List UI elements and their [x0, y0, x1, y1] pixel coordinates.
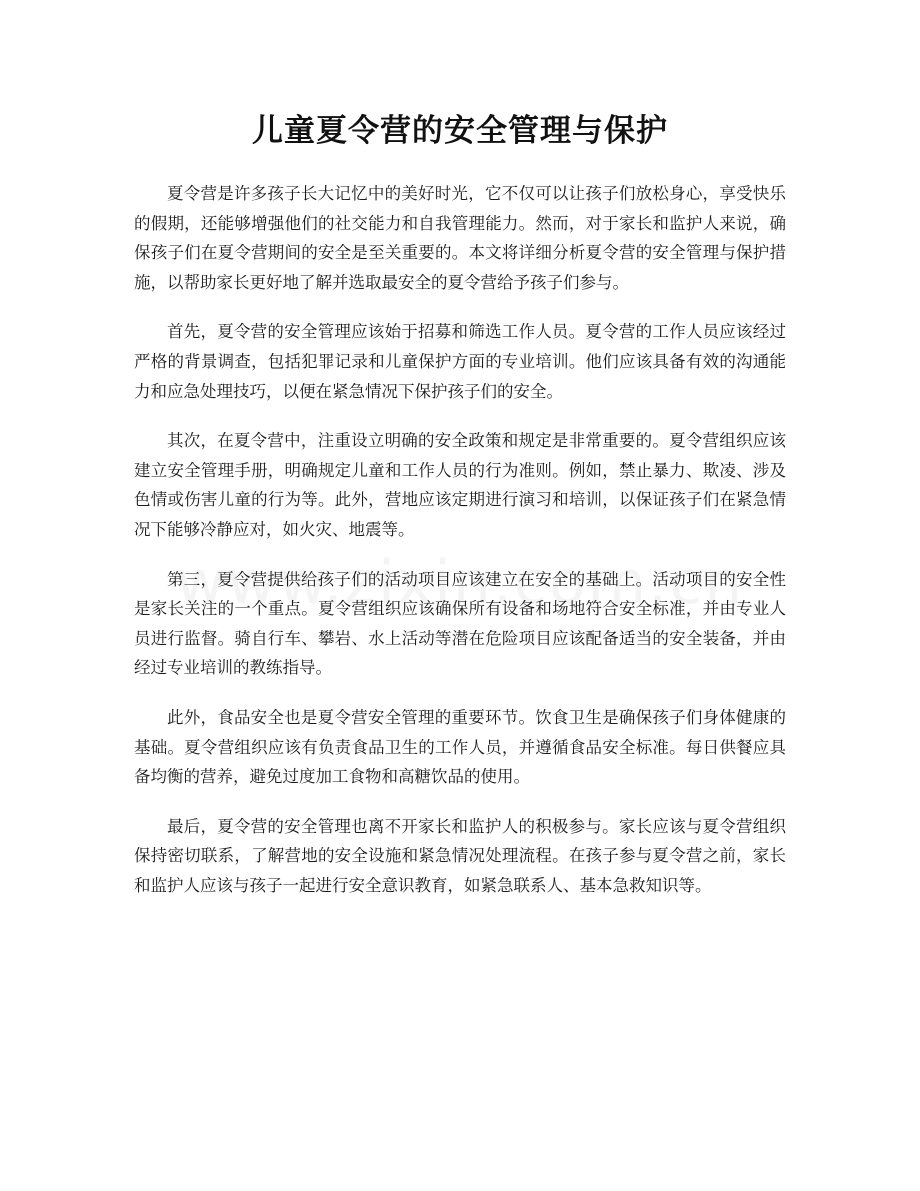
- document-body: [134, 179, 786, 920]
- paragraph-food: 此外，食品安全也是夏令营安全管理的重要环节。饮食卫生是确保孩子们身体健康的基础。夏令营组织应该有负责食品卫生的工作人员，并遵循食品安全标准。每日供餐应具备均衡的营养，避免过度加工食物和高糖饮品的使用。: [134, 707, 786, 787]
- paragraph-parents: 最后，夏令营的安全管理也离不开家长和监护人的积极参与。家长应该与夏令营组织保持密切联系，了解营地的安全设施和紧急情况处理流程。在孩子参与夏令营之前，家长和监护人应该与孩子一起进行安全意识教育，如紧急联系人、基本急救知识等。: [134, 816, 786, 895]
- document-title: 儿童夏令营的安全管理与保护: [252, 113, 668, 149]
- paragraph-activities: 第三，夏令营提供给孩子们的活动项目应该建立在安全的基础上。活动项目的安全性是家长关注的一个重点。夏令营组织应该确保所有设备和场地符合安全标准，并由专业人员进行监督。骑自行车、攀岩、水上活动等潜在危险项目应该配备适当的安全装备，并由经过专业培训的教练指导。: [134, 569, 786, 678]
- paragraph-policy: 其次，在夏令营中，注重设立明确的安全政策和规定是非常重要的。夏令营组织应该建立安全管理手册，明确规定儿童和工作人员的行为准则。例如，禁止暴力、欺凌、涉及色情或伤害儿童的行为等。此外，营地应该定期进行演习和培训，以保证孩子们在紧急情况下能够冷静应对，如火灾、地震等。: [134, 431, 786, 539]
- paragraph-intro: 夏令营是许多孩子长大记忆中的美好时光，它不仅可以让孩子们放松身心，享受快乐的假期，还能够增强他们的社交能力和自我管理能力。然而，对于家长和监护人来说，确保孩子们在夏令营期间的安全是至关重要的。本文将详细分析夏令营的安全管理与保护措施，以帮助家长更好地了解并选取最安全的夏令营给予孩子们参与。: [134, 184, 786, 292]
- paragraph-staff: 首先，夏令营的安全管理应该始于招募和筛选工作人员。夏令营的工作人员应该经过严格的背景调查，包括犯罪记录和儿童保护方面的专业培训。他们应该具备有效的沟通能力和应急处理技巧，以便在紧急情况下保护孩子们的安全。: [134, 322, 786, 401]
